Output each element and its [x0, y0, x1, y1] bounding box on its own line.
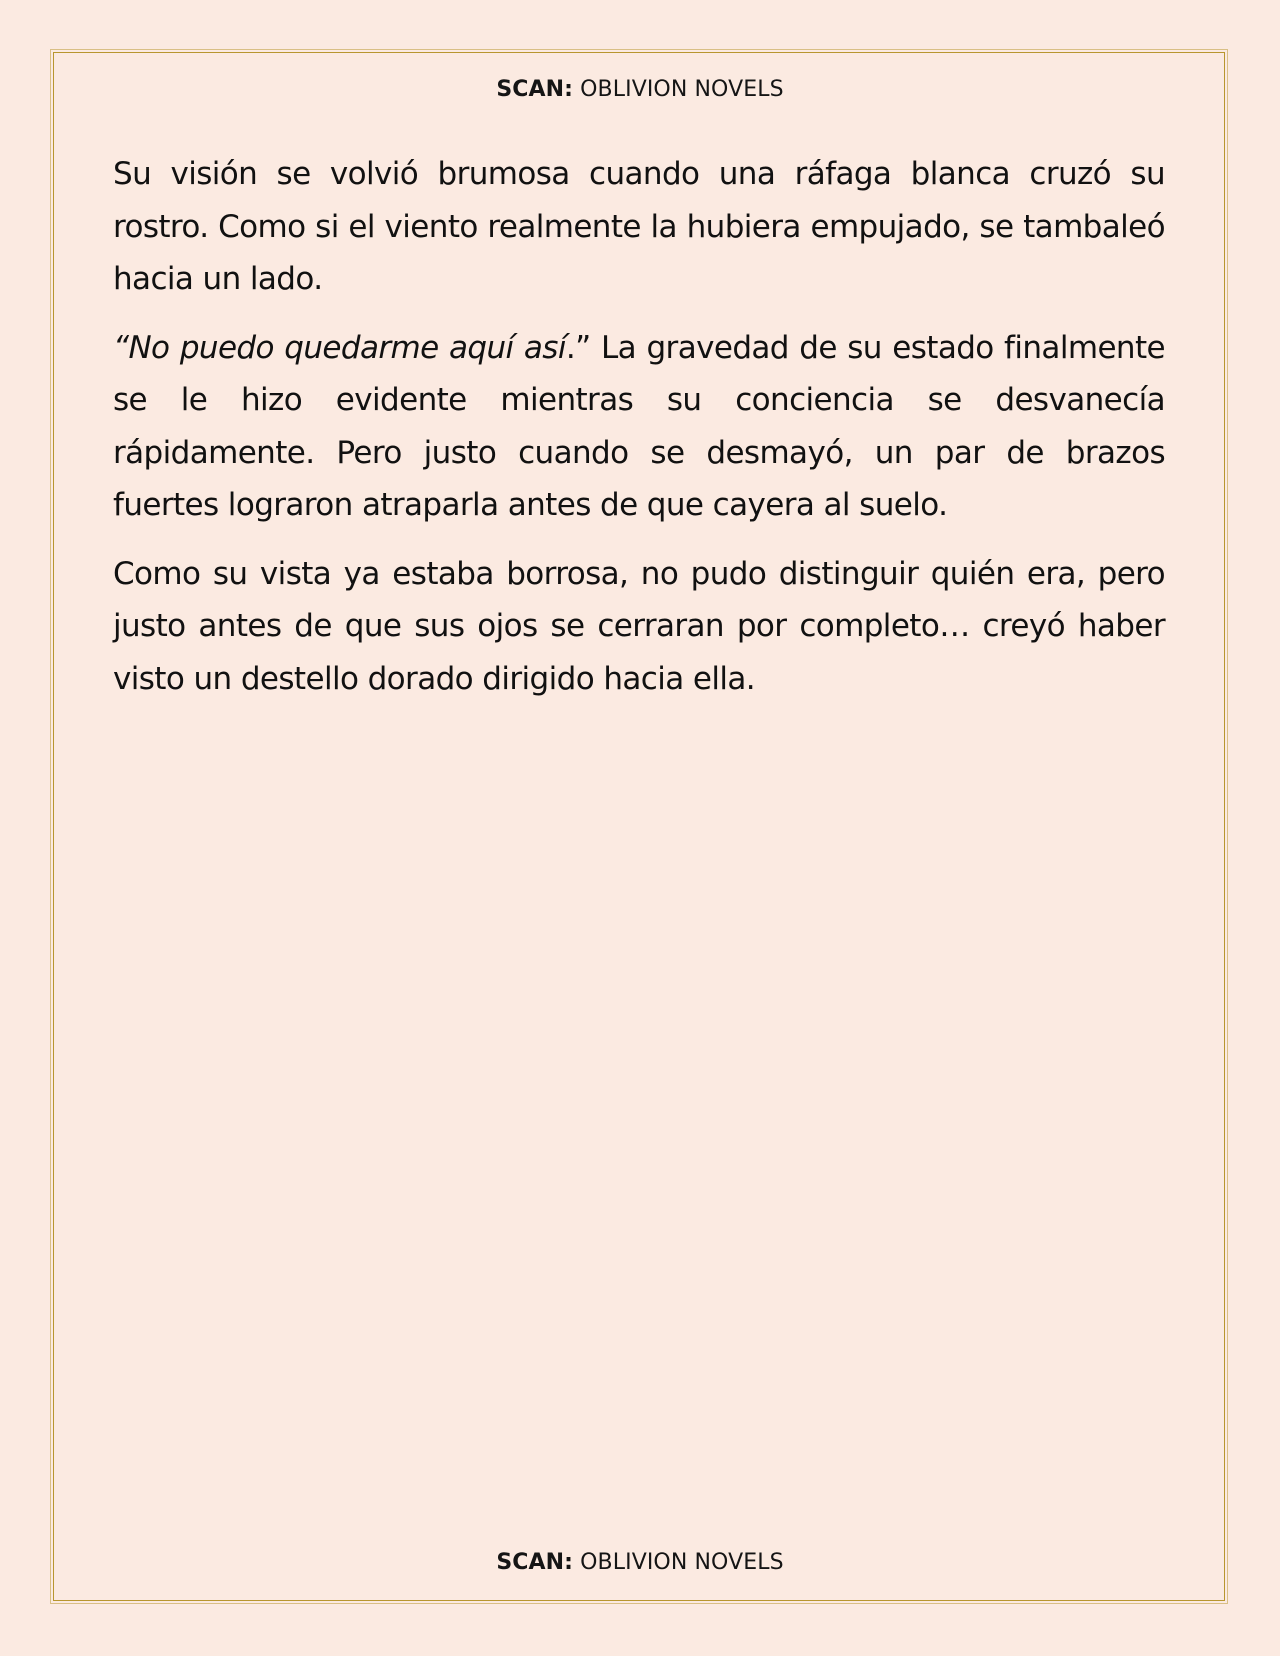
italic-dialogue: “No puedo quedarme aquí así — [113, 329, 566, 366]
paragraph-1: Su visión se volvió brumosa cuando una ráfaga blanca cruzó su rostro. Como si el viento realmente la hubiera empujado, se tambaleó hacia un lado. — [113, 156, 1165, 297]
dialogue-close: .” — [565, 329, 591, 366]
paragraph-2 — [113, 322, 1165, 532]
paragraph-2-text: La gravedad de su estado finalmente se le hizo evidente mientras su conciencia se desvanecía rápidamente. Pero justo cuando se desmayó, un par de brazos fuertes lograron atraparla antes de que cayera al suelo. — [113, 329, 1165, 523]
footer-scan-label: SCAN: — [496, 1550, 574, 1575]
header-scan-label: SCAN: — [496, 77, 574, 102]
paragraph-3: Como su vista ya estaba borrosa, no pudo distinguir quién era, pero justo antes de que sus ojos se cerraran por completo… creyó haber visto un destello dorado dirigido hacia ella. — [113, 555, 1165, 697]
page-footer — [0, 1552, 1280, 1574]
page-header — [0, 79, 1280, 101]
footer-scan-source: OBLIVION NOVELS — [580, 1550, 784, 1575]
header-scan-source: OBLIVION NOVELS — [580, 77, 784, 102]
chapter-body — [113, 148, 1165, 721]
